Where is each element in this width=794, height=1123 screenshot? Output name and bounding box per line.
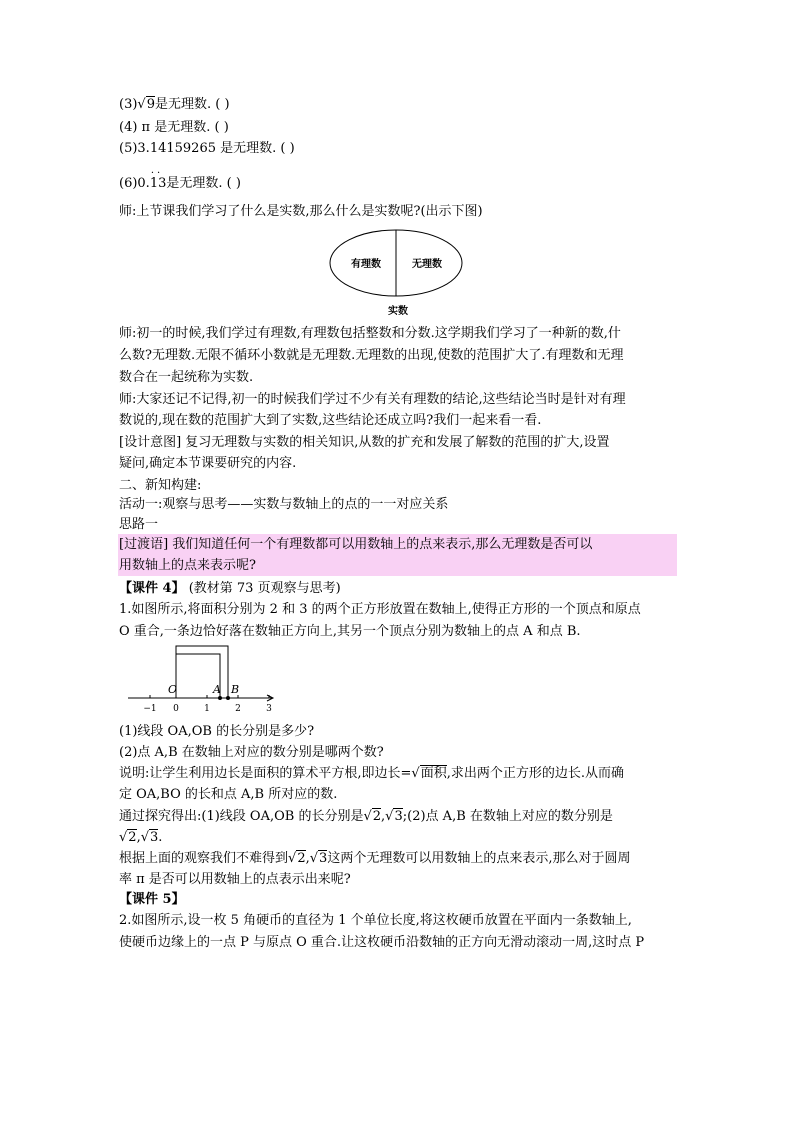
explore-pre: 通过探究得出:(1)线段 OA,OB 的长分别是 bbox=[119, 809, 364, 824]
paragraph-2-line-1: 师:大家还记不记得,初一的时候我们学过不少有关有理数的结论,这些结论当时是针对有理 bbox=[119, 392, 626, 407]
point-a-dot bbox=[218, 696, 222, 700]
idea-heading: 思路一 bbox=[119, 517, 159, 532]
sqrt-symbol: √2 bbox=[363, 809, 382, 824]
explanation-line-1 bbox=[119, 764, 624, 784]
tick-label: 2 bbox=[235, 704, 241, 714]
sqrt-symbol: √3 bbox=[309, 851, 328, 866]
sqrt-area: 面积 bbox=[420, 766, 447, 781]
sqrt-symbol: √3 bbox=[140, 830, 159, 845]
problem-2-line-1: 2.如图所示,设一枚 5 角硬币的直径为 1 个单位长度,将这枚硬币放置在平面内一条数轴上, bbox=[119, 913, 632, 928]
section-heading: 二、新知构建: bbox=[119, 478, 202, 493]
problem-2-line-2: 使硬币边缘上的一点 P 与原点 O 重合.让这枚硬币沿数轴的正方向无滑动滚动一周,这时点 P bbox=[119, 935, 645, 950]
design-intent-line-2: 疑问,确定本节课要研究的内容. bbox=[119, 456, 297, 471]
exploration-line-1 bbox=[119, 807, 613, 827]
real-number-diagram bbox=[328, 226, 468, 322]
paragraph-1-line-3: 数合在一起统称为实数. bbox=[119, 370, 254, 385]
point-b-dot bbox=[226, 696, 230, 700]
repeating-dots: ·· bbox=[150, 168, 164, 179]
tick-label: 0 bbox=[173, 704, 179, 714]
sqrt-2: 2 bbox=[372, 809, 382, 824]
explanation-line-2: 定 OA,BO 的长和点 A,B 所对应的数. bbox=[119, 787, 338, 802]
exploration-line-2 bbox=[119, 828, 162, 848]
tick-label: 1 bbox=[204, 704, 210, 714]
sqrt-symbol: √3 bbox=[385, 809, 403, 824]
q6-text: 是无理数. ( ) bbox=[166, 176, 241, 191]
q6-prefix: (6)0. bbox=[119, 176, 150, 191]
courseware-5-heading: 【课件 5】 bbox=[119, 892, 185, 907]
transition-line-1: [过渡语] 我们知道任何一个有理数都可以用数轴上的点来表示,那么无理数是否可以 bbox=[119, 537, 593, 552]
q3-text: 是无理数. ( ) bbox=[155, 97, 230, 112]
courseware-4-tag: 【课件 4】 bbox=[119, 581, 185, 596]
courseware-4-heading bbox=[119, 579, 341, 599]
comma: , bbox=[381, 809, 386, 824]
comma: , bbox=[305, 851, 310, 866]
number-line-figure bbox=[122, 642, 282, 714]
period: . bbox=[158, 830, 163, 845]
comma: , bbox=[136, 830, 141, 845]
question-5: (5)3.14159265 是无理数. ( ) bbox=[119, 141, 295, 156]
teacher-question: 师:上节课我们学习了什么是实数,那么什么是实数呢?(出示下图) bbox=[119, 204, 483, 219]
activity-heading: 活动一:观察与思考——实数与数轴上的点的一一对应关系 bbox=[119, 497, 449, 512]
explore-mid: ;(2)点 A,B 在数轴上对应的数分别是 bbox=[402, 809, 613, 824]
problem-1-line-2: O 重合,一条边恰好落在数轴正方向上,其另一个顶点分别为数轴上的点 A 和点 B. bbox=[119, 624, 581, 639]
observe-post: 这两个无理数可以用数轴上的点来表示,那么对于圆周 bbox=[327, 851, 631, 866]
observation-line-1 bbox=[119, 849, 630, 869]
paragraph-2-line-2: 数说的,现在数的范围扩大到了实数,这些结论还成立吗?我们一起来看一看. bbox=[119, 413, 542, 428]
sub-question-1: (1)线段 OA,OB 的长分别是多少? bbox=[119, 724, 315, 739]
paragraph-1-line-2: 么数?无理数.无限不循环小数就是无理数.无理数的出现,使数的范围扩大了.有理数和无理 bbox=[119, 348, 624, 363]
q6-digits: 13 bbox=[149, 176, 167, 191]
question-6 bbox=[119, 168, 241, 194]
irrational-label: 无理数 bbox=[412, 259, 442, 270]
tick-label: 3 bbox=[266, 704, 272, 714]
label-o: O bbox=[168, 683, 178, 696]
sqrt-2: 2 bbox=[297, 851, 306, 866]
tick-label: −1 bbox=[143, 704, 157, 714]
sqrt-3: 3 bbox=[319, 851, 328, 866]
explain-pre: 说明:让学生利用边长是面积的算术平方根,即边长= bbox=[119, 766, 412, 781]
sqrt-symbol: √2 bbox=[119, 830, 137, 845]
observation-line-2: 率 π 是否可以用数轴上的点表示出来呢? bbox=[119, 872, 351, 887]
label-a: A bbox=[213, 683, 221, 696]
sqrt-symbol: √2 bbox=[288, 851, 306, 866]
observe-pre: 根据上面的观察我们不难得到 bbox=[119, 851, 289, 866]
label-b: B bbox=[231, 683, 240, 696]
question-3 bbox=[119, 95, 230, 115]
problem-1-line-1: 1.如图所示,将面积分别为 2 和 3 的两个正方形放置在数轴上,使得正方形的一个顶点和原点 bbox=[119, 602, 641, 617]
sqrt-3: 3 bbox=[150, 830, 159, 845]
paragraph-1-line-1: 师:初一的时候,我们学过有理数,有理数包括整数和分数.这学期我们学习了一种新的数,什 bbox=[119, 326, 621, 341]
sqrt-2: 2 bbox=[128, 830, 137, 845]
sqrt-symbol: √面积 bbox=[411, 766, 447, 781]
q3-number: (3) bbox=[119, 97, 138, 112]
design-intent-line-1: [设计意图] 复习无理数与实数的相关知识,从数的扩充和发展了解数的范围的扩大,设置 bbox=[119, 435, 610, 450]
rational-label: 有理数 bbox=[351, 259, 381, 270]
sqrt-3: 3 bbox=[394, 809, 403, 824]
diagram-caption: 实数 bbox=[388, 306, 408, 317]
transition-line-2: 用数轴上的点来表示呢? bbox=[119, 558, 256, 573]
question-4: (4) π 是无理数. ( ) bbox=[119, 120, 229, 135]
courseware-4-note: (教材第 73 页观察与思考) bbox=[184, 581, 341, 596]
q3-radicand: 9 bbox=[146, 97, 155, 112]
sub-question-2: (2)点 A,B 在数轴上对应的数分别是哪两个数? bbox=[119, 745, 384, 760]
explain-post: ,求出两个正方形的边长.从而确 bbox=[446, 766, 624, 781]
sqrt-symbol: √9 bbox=[137, 97, 155, 112]
